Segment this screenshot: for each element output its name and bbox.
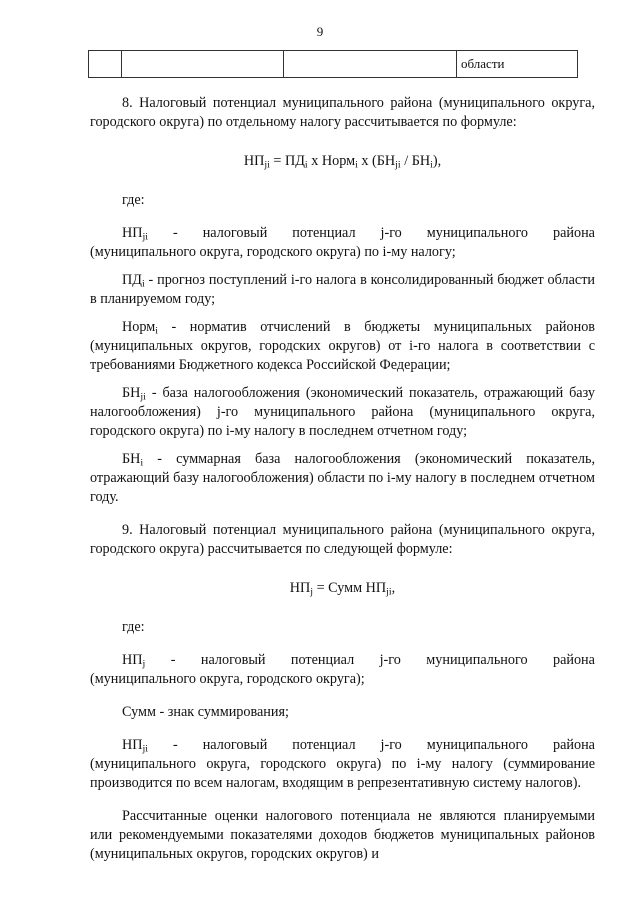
definition-summ: Сумм - знак суммирования;: [122, 704, 289, 720]
table-cell: области: [457, 51, 578, 78]
formula-subscript: i: [355, 159, 358, 171]
definition-pd: $ПД_i$ - прогноз поступлений i-го налога в консолидированный бюджет области в планируемом году;: [90, 272, 595, 307]
definition-symbol: $НП_{ji}$: [122, 225, 149, 243]
definition-norm: Норм$_i$ - норматив отчислений в бюджеты муниципальных районов (муниципальных округов, городских округов) от i-го налога в соответствии с требованиями Бюджетного кодекса Российской Федерации;: [90, 319, 595, 373]
definition-word: потенциал: [292, 737, 356, 753]
definition-continuation: (муниципального округа, городского округа);: [90, 671, 365, 687]
definition-bn-i: $БН_i$ - суммарная база налогообложения (экономический показатель, отражающий базу налогообложения) области по i-му налогу в последнем отчетном году.: [90, 451, 595, 505]
formula-total-potential: [90, 579, 595, 598]
formula-token: ,: [391, 580, 396, 596]
table-cell: [122, 51, 284, 78]
formula-token: = Сумм НП: [313, 580, 387, 596]
definition-word: -: [170, 652, 176, 668]
table-cell: [284, 51, 457, 78]
definition-word: налоговый: [202, 737, 268, 753]
definition-word: потенциал: [290, 652, 355, 668]
definition-np-ji: [90, 224, 595, 243]
formula-token: = ПД: [269, 153, 305, 169]
closing-paragraph: Рассчитанные оценки налогового потенциала не являются планируемыми или рекомендуемыми показателями доходов бюджетов муниципальных районов (муниципальных округов, городских округов) и: [90, 808, 595, 862]
page-number: 9: [316, 24, 324, 39]
table-row: [89, 51, 578, 78]
where-label: где:: [122, 192, 145, 208]
formula-tax-potential: [90, 152, 595, 171]
formula-subscript: i: [430, 159, 433, 171]
table-cell: [89, 51, 122, 78]
definition-word: -: [173, 737, 178, 753]
definition-word: j-го: [380, 225, 402, 241]
definition-continuation: (муниципального округа, городского округа) по i-му налогу;: [90, 244, 456, 260]
continuation-table: [88, 50, 578, 78]
section8-intro: 8. Налоговый потенциал муниципального района (муниципального округа, городского округа) по отдельному налогу рассчитывается по формуле:: [90, 95, 595, 130]
formula-token: НП: [243, 153, 265, 169]
definition-word: муниципального: [426, 737, 529, 753]
formula-subscript: j: [310, 586, 314, 598]
definition-bn-ji: $БН_{ji}$ - база налогообложения (экономический показатель, отражающий базу налогообложения) j-го муниципального района (муниципального округа, городского округа) по i-му налогу в последнем отчетном году;: [90, 385, 595, 439]
definition-continuation: (муниципального округа, городского округа) по i-му налогу (суммирование производится по всем налогам, входящим в репрезентативную систему налогов).: [90, 756, 595, 791]
definition-word: района: [553, 737, 595, 753]
definition-np-ji-2: [90, 736, 595, 755]
formula-subscript: ji: [395, 159, 401, 171]
definition-symbol: $НП_{ji}$: [122, 737, 149, 755]
definition-word: потенциал: [292, 225, 356, 241]
section9-intro: 9. Налоговый потенциал муниципального района (муниципального округа, городского округа) рассчитывается по следующей формуле:: [90, 522, 595, 557]
definition-np-j: [90, 651, 595, 670]
formula-token: ),: [432, 153, 442, 169]
formula-token: / БН: [400, 153, 431, 169]
document-body: [90, 94, 595, 864]
definition-word: муниципального: [426, 225, 529, 241]
formula-subscript: ji: [386, 586, 392, 598]
definition-word: района: [553, 225, 595, 241]
definition-word: муниципального: [426, 652, 528, 668]
definition-word: j-го: [380, 737, 402, 753]
where-label: где:: [122, 619, 145, 635]
definition-word: -: [173, 225, 178, 241]
formula-token: х (БН: [357, 153, 396, 169]
formula-token: НП: [289, 580, 311, 596]
definition-word: j-го: [379, 652, 401, 668]
definition-word: района: [552, 652, 595, 668]
formula-subscript: i: [304, 159, 308, 171]
definition-word: налоговый: [202, 225, 268, 241]
formula-subscript: ji: [264, 159, 270, 171]
definition-symbol: $НП_j$: [122, 652, 146, 670]
definition-word: налоговый: [200, 652, 266, 668]
formula-token: х Норм: [307, 153, 356, 169]
